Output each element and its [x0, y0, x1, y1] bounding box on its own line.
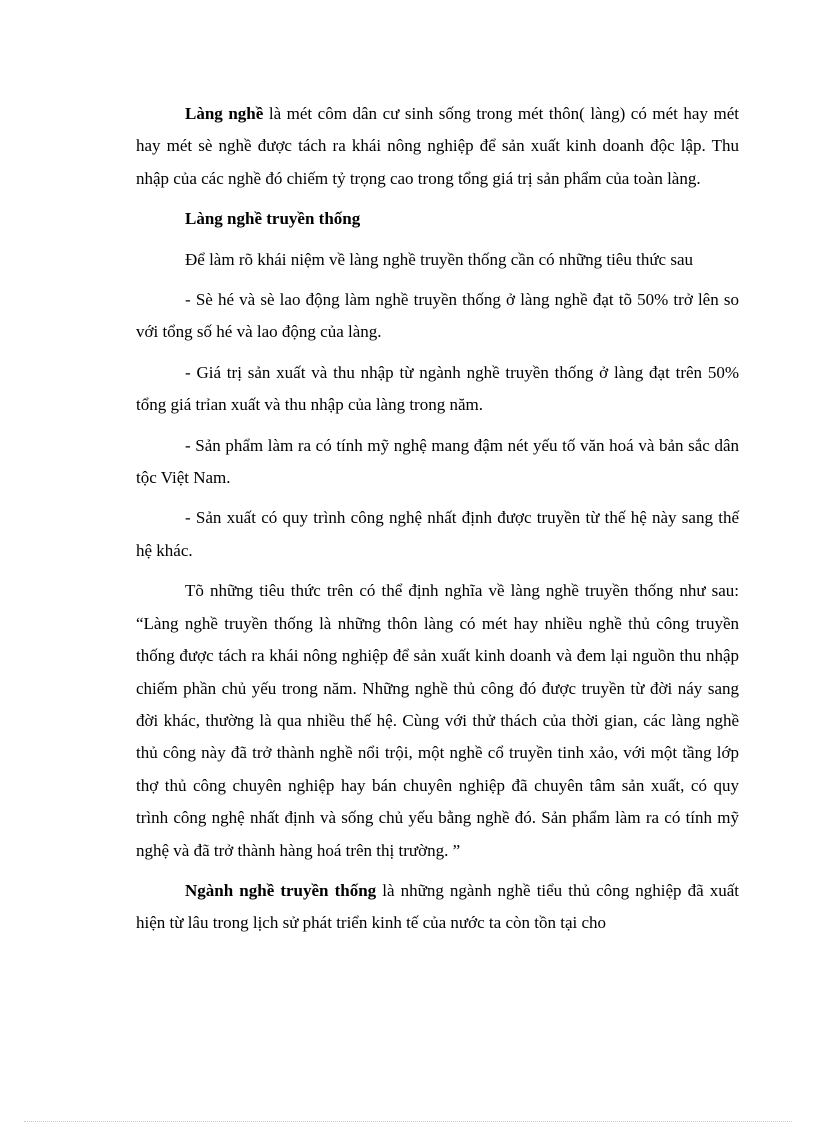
criterion-item-1: - Sè hé và sè lao động làm nghề truyền thống ở làng nghề đạt tõ 50% trở lên so với tổng số hé và lao động của làng. — [136, 290, 739, 342]
term-lang-nghe: Làng nghề — [185, 104, 264, 123]
paragraph-text: là những ngành nghề tiểu thủ công nghiệp đã xuất hiện từ lâu trong lịch sử phát triển kinh tế của nước ta còn tồn tại cho — [136, 880, 739, 933]
paragraph-lang-nghe-definition — [136, 98, 739, 195]
document-page — [136, 98, 739, 948]
paragraph-definition-quote: Tõ những tiêu thức trên có thể định nghĩa về làng nghề truyền thống như sau: “Làng nghề truyền thống là những thôn làng có mét hay nhiều nghề thủ công truyền thống được tách ra khái nông nghiệp để sản xuất kinh doanh và đem lại nguồn thu nhập chiếm phần chủ yếu trong năm. Những nghề thủ công đó được truyền từ đời náy sang đời khác, thường là qua nhiều thế hệ. Cùng với thử thách của thời gian, các làng nghề thủ công này đã trở thành nghề nổi trội, một nghề cổ truyền tinh xảo, với một tầng lớp thợ thủ công chuyên nghiệp hay bán chuyên nghiệp đã chuyên tâm sản xuất, có quy trình công nghệ nhất định và sống chủ yếu bằng nghề đó. Sản phẩm làm ra có tính mỹ nghệ và đã trở thành hàng hoá trên thị trường. ” — [136, 581, 739, 860]
term-nganh-nghe-truyen-thong: Ngành nghề truyền thống — [185, 880, 377, 900]
page-bottom-divider — [24, 1121, 792, 1122]
paragraph-criteria-intro: Để làm rõ khái niệm về làng nghề truyền thống cần có những tiêu thức sau — [185, 249, 693, 269]
paragraph-nganh-nghe-definition — [136, 875, 739, 940]
criterion-item-3: - Sản phẩm làm ra có tính mỹ nghệ mang đậm nét yếu tố văn hoá và bản sắc dân tộc Việt Nam. — [136, 435, 739, 488]
criterion-item-4: - Sản xuất có quy trình công nghệ nhất định được truyền từ thế hệ này sang thế hệ khác. — [136, 508, 739, 560]
criterion-item-2: - Giá trị sản xuất và thu nhập từ ngành nghề truyền thống ở làng đạt trên 50% tổng giá trỉan xuất và thu nhập của làng trong năm. — [136, 362, 739, 415]
section-heading-lang-nghe-truyen-thong: Làng nghề truyền thống — [185, 209, 361, 229]
paragraph-text: là mét côm dân cư sinh sống trong mét thôn( làng) có mét hay mét hay mét sè nghề được tách ra khái nông nghiệp để sản xuất kinh doanh độc lập. Thu nhập của các nghề đó chiếm tỷ trọng cao trong tổng giá trị sản phẩm của toàn làng. — [136, 104, 739, 188]
